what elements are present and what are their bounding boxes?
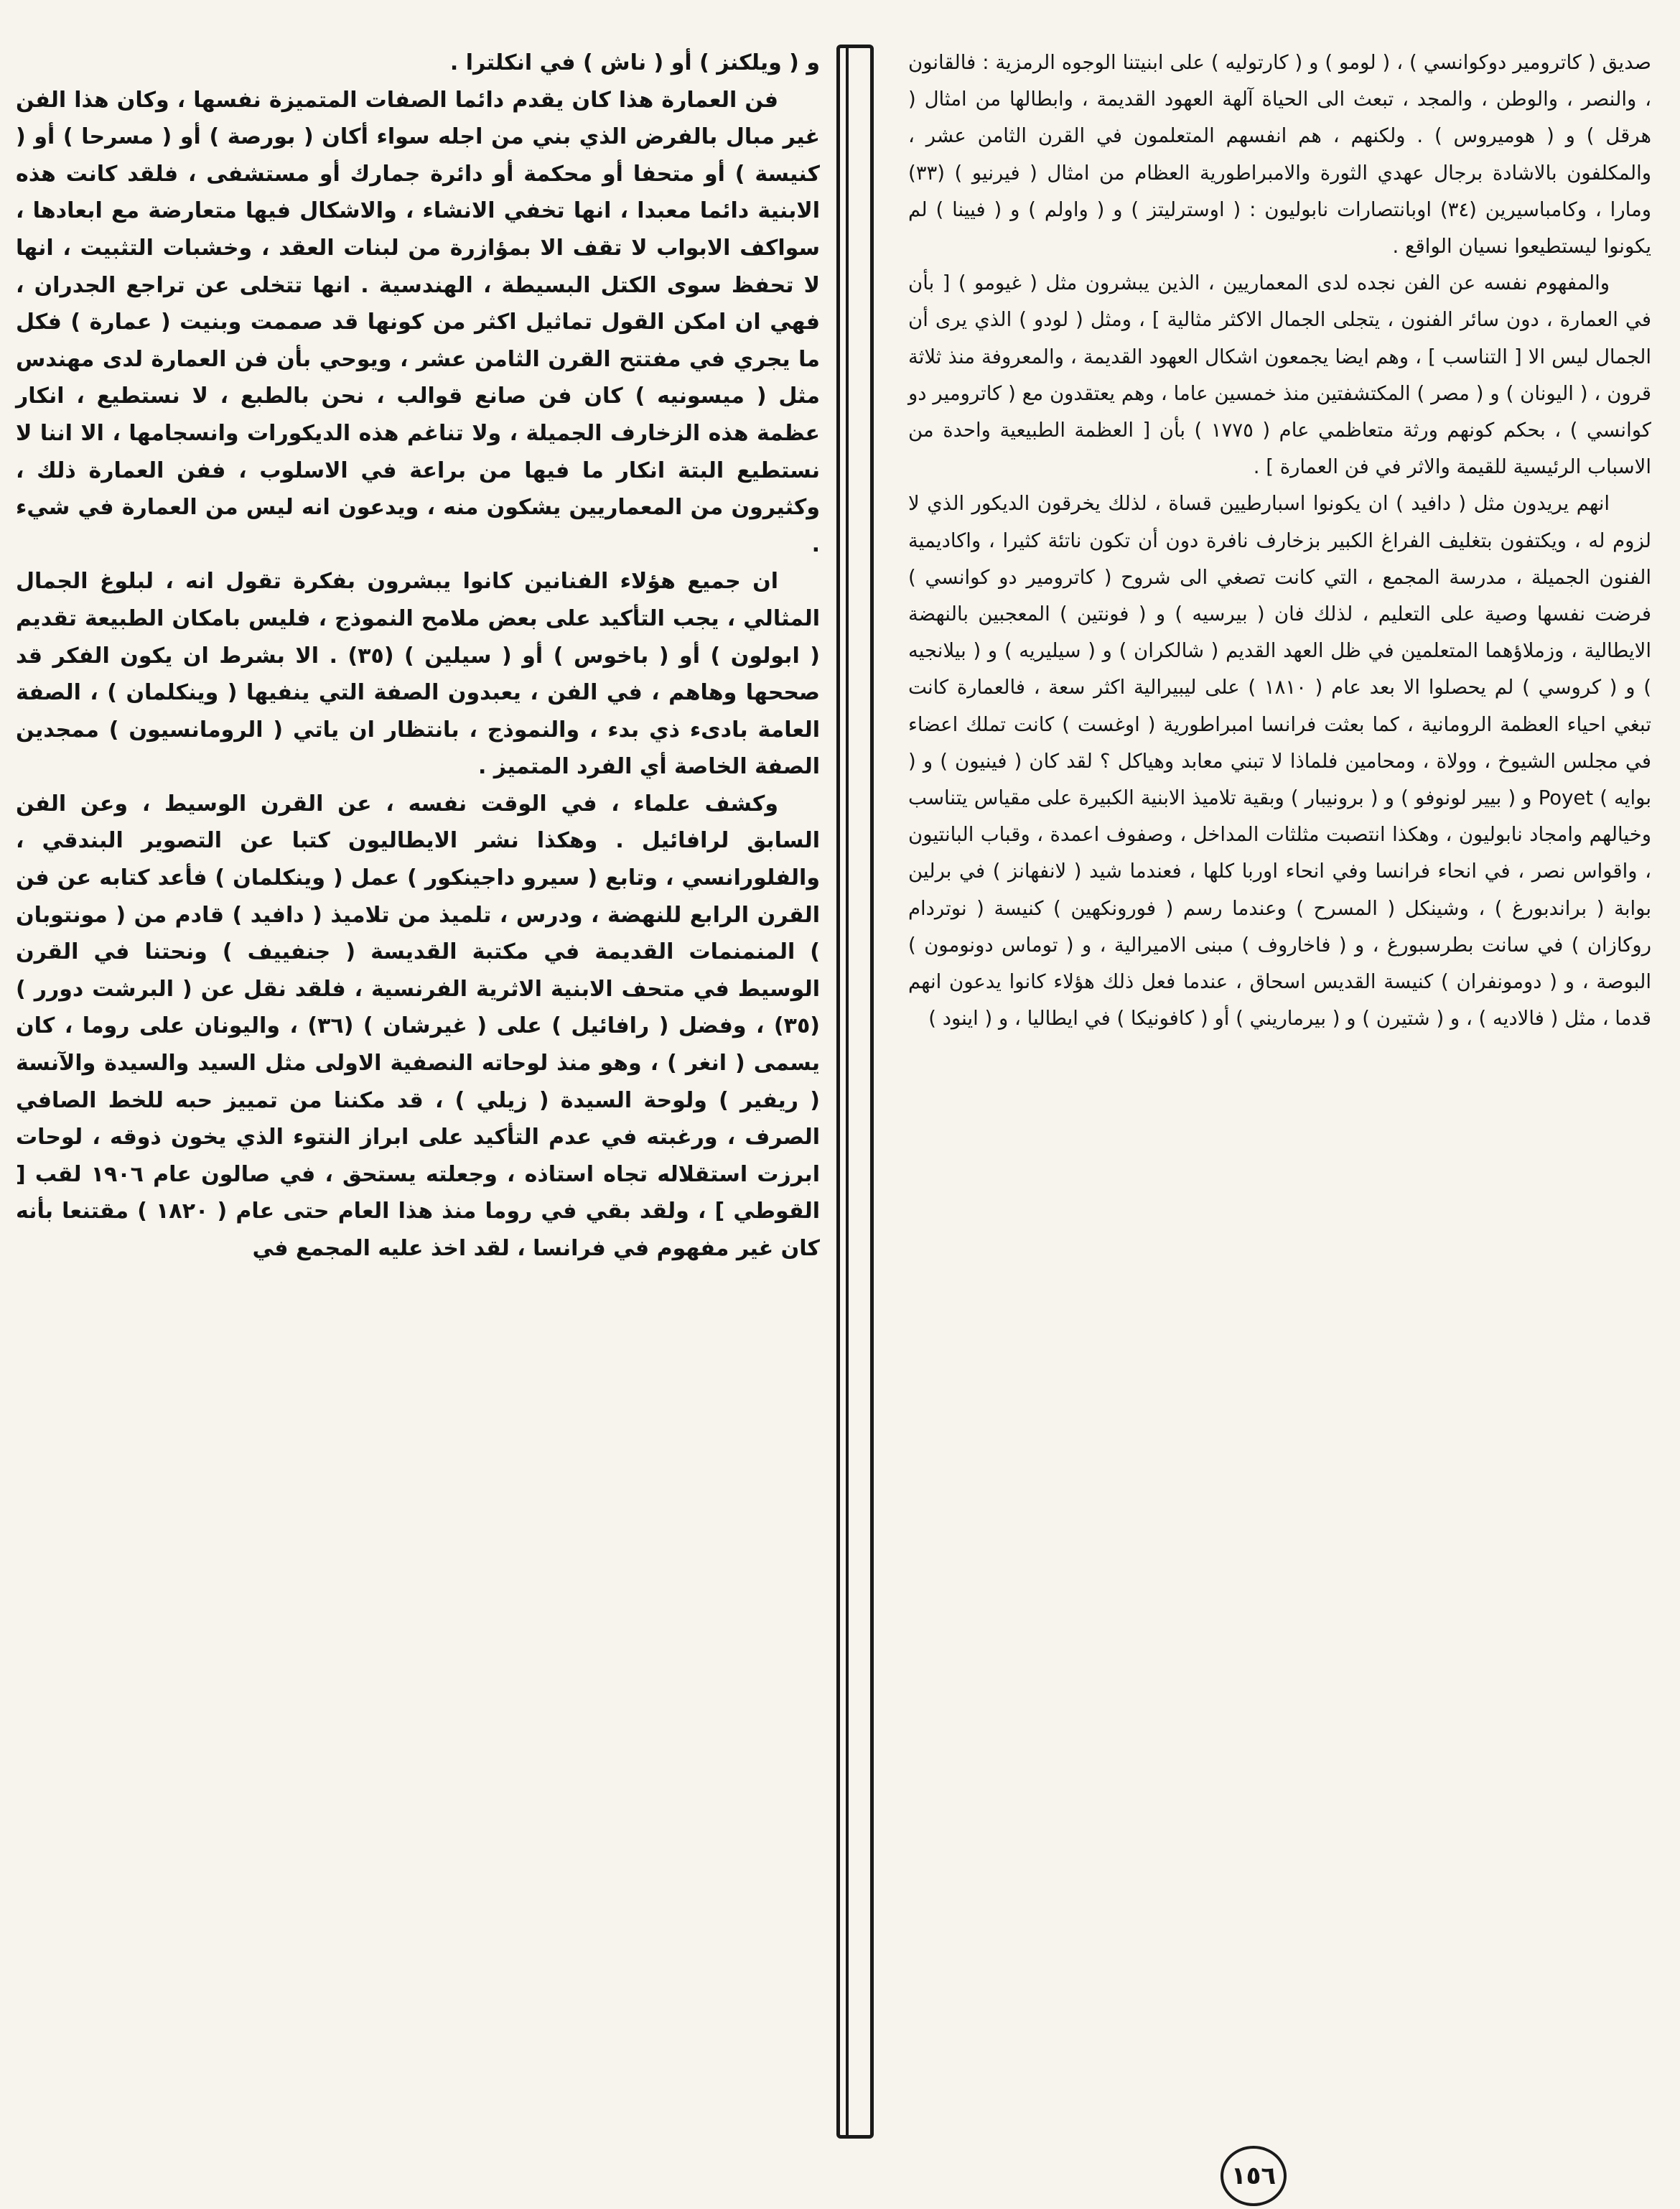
left-text-column (16, 45, 820, 1268)
column-divider (836, 45, 874, 2139)
left-paragraph-1: و ( ويلكنز ) أو ( ناش ) في انكلترا . (449, 50, 820, 75)
left-paragraph-4: وكشف علماء ، في الوقت نفسه ، عن القرن الوسيط ، وعن الفن السابق لرافائيل . وهكذا نشر الايطاليون كتبا عن التصوير البندقي ، والفلورانسي ، وتابع ( سيرو داجينكور ) عمل ( وينكلمان ) فأعد كتابه عن فن القرن الرابع للنهضة ، ودرس ، تلميذ من تلاميذ ( دافيد ) قادم من ( مونتوبان ) المنمنمات القديمة في مكتبة القديسة ( جنفييف ) ونحتنا في القرن الوسيط في متحف الابنية الاثرية الفرنسية ، فلقد نقل عن ( البرشت دورر ) (٣٥) ، وفضل ( رافائيل ) على ( غيرشان ) (٣٦) ، واليونان على روما ، كان يسمى ( انغر ) ، وهو منذ لوحاته النصفية الاولى مثل السيد والسيدة والآنسة ( ريفير ) ولوحة السيدة ( زيلي ) ، قد مكننا من تمييز حبه للخط الصافي الصرف ، ورغبته في عدم التأكيد على ابراز النتوء الذي يخون ذوقه ، لوحات ابرزت استقلاله تجاه استاذه ، وجعلته يستحق ، في صالون عام ١٩٠٦ لقب [ القوطي ] ، ولقد بقي في روما منذ هذا العام حتى عام ( ١٨٢٠ ) مقتنعا بأنه كان غير مفهوم في فرانسا ، لقد اخذ عليه المجمع في (16, 791, 820, 1261)
right-paragraph-1: صديق ( كاترومير دوكوانسي ) ، ( لومو ) و ( كارتوليه ) على ابنيتنا الوجوه الرمزية : فالقانون ، والنصر ، والوطن ، والمجد ، تبعث الى الحياة آلهة العهود القديمة ، وابطالها من امثال ( هرقل ) و ( هوميروس ) . ولكنهم ، هم انفسهم المتعلمون في القرن الثامن عشر ، والمكلفون بالاشادة برجال عهدي الثورة والامبراطورية العظام من امثال ( فيرنيو ) (٣٣) ومارا ، وكامباسيرين (٣٤) اوبانتصارات نابوليون : ( اوسترليتز ) و ( واولم ) و ( فيينا ) لم يكونوا ليستطيعوا نسيان الواقع . (908, 51, 1651, 259)
right-paragraph-2: والمفهوم نفسه عن الفن نجده لدى المعماريين ، الذين يبشرون مثل ( غيومو ) [ بأن في العمارة ، دون سائر الفنون ، يتجلى الجمال الاكثر مثالية ] ، ومثل ( لودو ) الذي يرى أن الجمال ليس الا [ التناسب ] ، وهم ايضا يجمعون اشكال العهود القديمة ، والمعروفة منذ ثلاثة قرون ، ( اليونان ) و ( مصر ) المكتشفتين منذ خمسين عاما ، وهم يعتقدون مع ( كاترومير دو كوانسي ) ، بحكم كونهم ورثة متعاظمي عام ( ١٧٧٥ ) بأن [ العظمة الطبيعية واحدة من الاسباب الرئيسية للقيمة والاثر في فن العمارة ] . (908, 271, 1652, 479)
page-number: ١٥٦ (1221, 2146, 1287, 2206)
left-paragraph-2: فن العمارة هذا كان يقدم دائما الصفات المتميزة نفسها ، وكان هذا الفن غير مبال بالفرض الذي بني من اجله سواء أكان ( بورصة ) أو ( مسرحا ) أو ( كنيسة ) أو متحفا أو محكمة أو دائرة جمارك أو مستشفى ، فلقد كانت هذه الابنية دائما معبدا ، انها تخفي الانشاء ، والاشكال فيها متعارضة مع ابعادها ، سواكف الابواب لا تقف الا بمؤازرة من لبنات العقد ، وخشبات التثبيت ، انها لا تحفظ سوى الكتل البسيطة ، الهندسية . انها تتخلى عن تراجع الجدران ، فهي ان امكن القول تماثيل اكثر من كونها قد صممت وبنيت ( عمارة ) فكل ما يجري في مفتتح القرن الثامن عشر ، ويوحي بأن فن العمارة لدى مهندس مثل ( ميسونيه ) كان فن صانع قوالب ، نحن بالطبع ، لا نستطيع ، انكار عظمة هذه الزخارف الجميلة ، ولا تناغم هذه الديكورات وانسجامها ، الا اننا لا نستطيع البتة انكار ما فيها من براعة في الاسلوب ، ففن العمارة ذلك ، وكثيرون من المعماريين يشكون منه ، ويدعون انه ليس من العمارة في شيء . (16, 87, 820, 557)
right-paragraph-3: انهم يريدون مثل ( دافيد ) ان يكونوا اسبارطيين قساة ، لذلك يخرقون الديكور الذي لا لزوم له ، ويكتفون بتغليف الفراغ الكبير بزخارف نافرة دون أن تكون ناتئة كثيرا ، واكاديمية الفنون الجميلة ، مدرسة المجمع ، التي كانت تصغي الى شروح ( كاترومير دو كوانسي ) فرضت نفسها وصية على التعليم ، لذلك فان ( بيرسيه ) و ( فونتين ) المعجبين بالنهضة الايطالية ، وزملاؤهما المتعلمين في ظل العهد القديم ( شالكران ) و ( سيليريه ) و ( بيلانجيه ) و ( كروسي ) لم يحصلوا الا بعد عام ( ١٨١٠ ) على ليبيرالية اكثر سعة ، فالعمارة كانت تبغي احياء العظمة الرومانية ، كما بعثت فرانسا امبراطورية ( اوغست ) كانت تملك اعضاء في مجلس الشيوخ ، وولاة ، ومحامين فلماذا لا تبني معابد وهياكل ؟ لقد كان ( فينيون ) و ( بوايه ) Poyet و ( بيير لونوفو ) و ( برونيبار ) وبقية تلاميذ الابنية الكبيرة على مقياس يتناسب وخيالهم وامجاد نابوليون ، وهكذا انتصبت مثلثات المداخل ، وصفوف اعمدة ، وقباب البانتيون ، واقواس نصر ، في انحاء فرانسا وفي انحاء اوربا كلها ، فعندما شيد ( لانفهانز ) في برلين بوابة ( براندبورغ ) ، وشينكل ( المسرح ) وعندما رسم ( فورونكهين ) كنيسة ( نوتردام روكازان ) في سانت بطرسبورغ ، و ( فاخاروف ) مبنى الاميرالية ، و ( توماس دونومون ) البوصة ، و ( دومونفران ) كنيسة القديس اسحاق ، عندما فعل ذلك هؤلاء كانوا يدعون انهم قدما ، مثل ( فالاديه ) ، و ( شتيرن ) و ( بيرماريني ) أو ( كافونيكا ) في ايطاليا ، و ( اينود ) (908, 492, 1651, 1031)
right-text-column (908, 45, 1651, 1037)
left-paragraph-3: ان جميع هؤلاء الفنانين كانوا يبشرون بفكرة تقول انه ، لبلوغ الجمال المثالي ، يجب التأكيد على بعض ملامح النموذج ، فليس بامكان الطبيعة تقديم ( ابولون ) أو ( باخوس ) أو ( سيلين ) (٣٥) . الا بشرط ان يكون الفكر قد صححها وهاهم ، في الفن ، يعبدون الصفة التي ينفيها ( وينكلمان ) ، الصفة العامة بادىء ذي بدء ، والنموذج ، بانتظار ان ياتي ( الرومانسيون ) ممجدين الصفة الخاصة أي الفرد المتميز . (16, 569, 820, 780)
